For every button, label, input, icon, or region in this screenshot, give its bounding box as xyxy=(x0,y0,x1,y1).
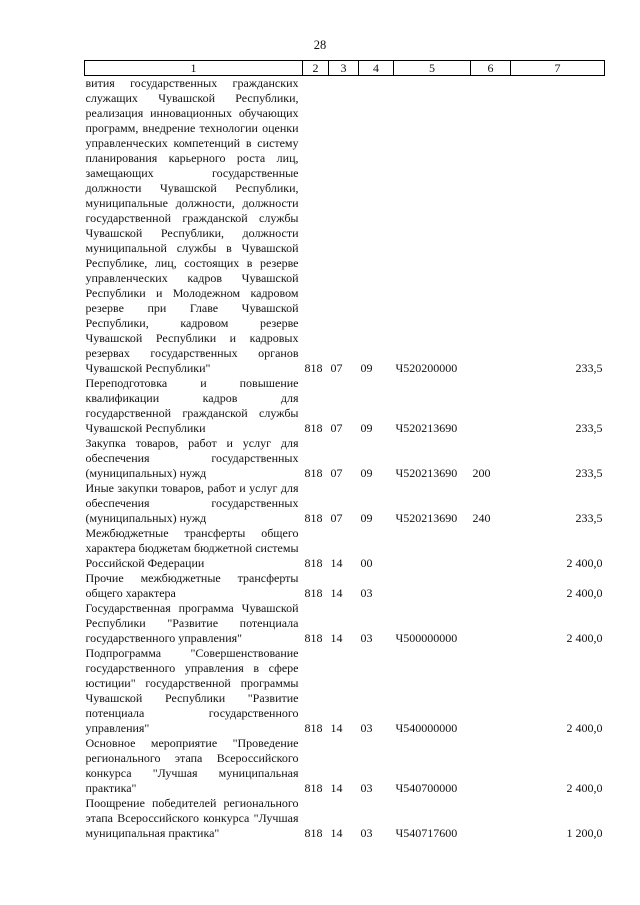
cell-section: 07 xyxy=(330,511,343,525)
cell-subsection: 09 xyxy=(360,511,373,525)
cell-amount: 233,5 xyxy=(575,466,603,480)
header-row xyxy=(85,61,605,76)
row-name: вития государственных гражданских служащих Чувашской Республики, реализация инновационных обучающих программ, внедрение технологии оценки управленческих компетенций в систему планирования карьерного роста лиц, замещающих государственные должности Чувашской Республики, муниципальные должности, должности государственной гражданской службы Чувашской Республики, должности муниципальной службы в Чувашской Республике, лиц, состоящих в резерве управленческих кадров Чувашской Республики и Молодежном кадровом резерве при Главе Чувашской Республики, кадровом резерве Чувашской Республики и кадровых резервах государственных органов Чувашской Республики" xyxy=(85,76,299,375)
table-row xyxy=(85,481,605,526)
cell-subsection: 09 xyxy=(360,466,373,480)
header-col-2: 2 xyxy=(303,61,329,76)
cell-subsection: 00 xyxy=(360,556,373,570)
table-row xyxy=(85,571,605,601)
cell-expense-type: 200 xyxy=(472,466,491,480)
cell-section: 07 xyxy=(330,361,343,375)
cell-ministry-code: 818 xyxy=(304,721,323,735)
cell-amount: 2 400,0 xyxy=(566,781,603,795)
cell-section: 14 xyxy=(330,556,343,570)
row-name: Основное мероприятие "Проведение регионального этапа Всероссийского конкурса "Лучшая муниципальная практика" xyxy=(85,736,299,795)
cell-subsection: 09 xyxy=(360,361,373,375)
cell-amount: 1 200,0 xyxy=(566,826,603,840)
table-row xyxy=(85,76,605,377)
table-row xyxy=(85,601,605,646)
cell-ministry-code: 818 xyxy=(304,556,323,570)
header-col-1: 1 xyxy=(85,61,303,76)
cell-amount: 233,5 xyxy=(575,511,603,525)
cell-subsection: 03 xyxy=(360,826,373,840)
cell-section: 14 xyxy=(330,631,343,645)
cell-target-article: Ч520200000 xyxy=(395,361,458,375)
row-name: Закупка товаров, работ и услуг для обеспечения государственных (муниципальных) нужд xyxy=(85,436,299,480)
cell-amount: 2 400,0 xyxy=(566,556,603,570)
cell-subsection: 03 xyxy=(360,721,373,735)
cell-ministry-code: 818 xyxy=(304,361,323,375)
cell-section: 14 xyxy=(330,586,343,600)
cell-amount: 2 400,0 xyxy=(566,721,603,735)
table-row xyxy=(85,736,605,796)
cell-subsection: 03 xyxy=(360,586,373,600)
cell-amount: 233,5 xyxy=(575,361,603,375)
cell-amount: 233,5 xyxy=(575,421,603,435)
cell-ministry-code: 818 xyxy=(304,466,323,480)
cell-expense-type xyxy=(471,76,511,377)
cell-section: 07 xyxy=(330,421,343,435)
cell-ministry-code: 818 xyxy=(304,511,323,525)
cell-target-article: Ч540700000 xyxy=(395,781,458,795)
table-row xyxy=(85,376,605,436)
cell-target-article: Ч540000000 xyxy=(395,721,458,735)
row-name: Иные закупки товаров, работ и услуг для обеспечения государственных (муниципальных) нужд xyxy=(85,481,299,525)
cell-target-article: Ч520213690 xyxy=(395,511,458,525)
table-header xyxy=(85,61,605,76)
cell-section: 14 xyxy=(330,721,343,735)
cell-expense-type xyxy=(471,736,511,796)
cell-target-article xyxy=(394,526,471,571)
cell-section: 14 xyxy=(330,781,343,795)
cell-subsection: 03 xyxy=(360,631,373,645)
cell-expense-type xyxy=(471,646,511,736)
row-name: Поощрение победителей регионального этапа Всероссийского конкурса "Лучшая муниципальная практика" xyxy=(85,796,299,840)
cell-ministry-code: 818 xyxy=(304,586,323,600)
row-name: Подпрограмма "Совершенствование государственного управления в сфере юстиции" государственной программы Чувашской Республики "Развитие потенциала государственного управления" xyxy=(85,646,299,735)
table-row xyxy=(85,436,605,481)
cell-expense-type xyxy=(471,526,511,571)
cell-section: 07 xyxy=(330,466,343,480)
budget-table xyxy=(84,60,605,841)
cell-target-article xyxy=(394,571,471,601)
cell-ministry-code: 818 xyxy=(304,631,323,645)
cell-target-article: Ч520213690 xyxy=(395,466,458,480)
cell-subsection: 09 xyxy=(360,421,373,435)
cell-amount: 2 400,0 xyxy=(566,586,603,600)
cell-target-article: Ч500000000 xyxy=(395,631,458,645)
table-row xyxy=(85,526,605,571)
cell-expense-type xyxy=(471,571,511,601)
row-name: Государственная программа Чувашской Республики "Развитие потенциала государственного управления" xyxy=(85,601,299,645)
row-name: Переподготовка и повышение квалификации кадров для государственной гражданской службы Чувашской Республики xyxy=(85,376,299,435)
cell-ministry-code: 818 xyxy=(304,421,323,435)
cell-section: 14 xyxy=(330,826,343,840)
header-col-3: 3 xyxy=(329,61,359,76)
header-col-5: 5 xyxy=(394,61,471,76)
table-body xyxy=(85,76,605,842)
table-row xyxy=(85,646,605,736)
table-row xyxy=(85,796,605,841)
header-col-7: 7 xyxy=(511,61,605,76)
header-col-4: 4 xyxy=(359,61,394,76)
row-name: Прочие межбюджетные трансферты общего характера xyxy=(85,571,299,600)
cell-ministry-code: 818 xyxy=(304,781,323,795)
cell-expense-type xyxy=(471,601,511,646)
row-name: Межбюджетные трансферты общего характера бюджетам бюджетной системы Российской Федерации xyxy=(85,526,299,570)
cell-target-article: Ч520213690 xyxy=(395,421,458,435)
cell-expense-type: 240 xyxy=(472,511,491,525)
cell-expense-type xyxy=(471,376,511,436)
cell-target-article: Ч540717600 xyxy=(395,826,458,840)
cell-amount: 2 400,0 xyxy=(566,631,603,645)
header-col-6: 6 xyxy=(471,61,511,76)
cell-expense-type xyxy=(471,796,511,841)
cell-ministry-code: 818 xyxy=(304,826,323,840)
page-number: 28 xyxy=(313,38,327,52)
cell-subsection: 03 xyxy=(360,781,373,795)
